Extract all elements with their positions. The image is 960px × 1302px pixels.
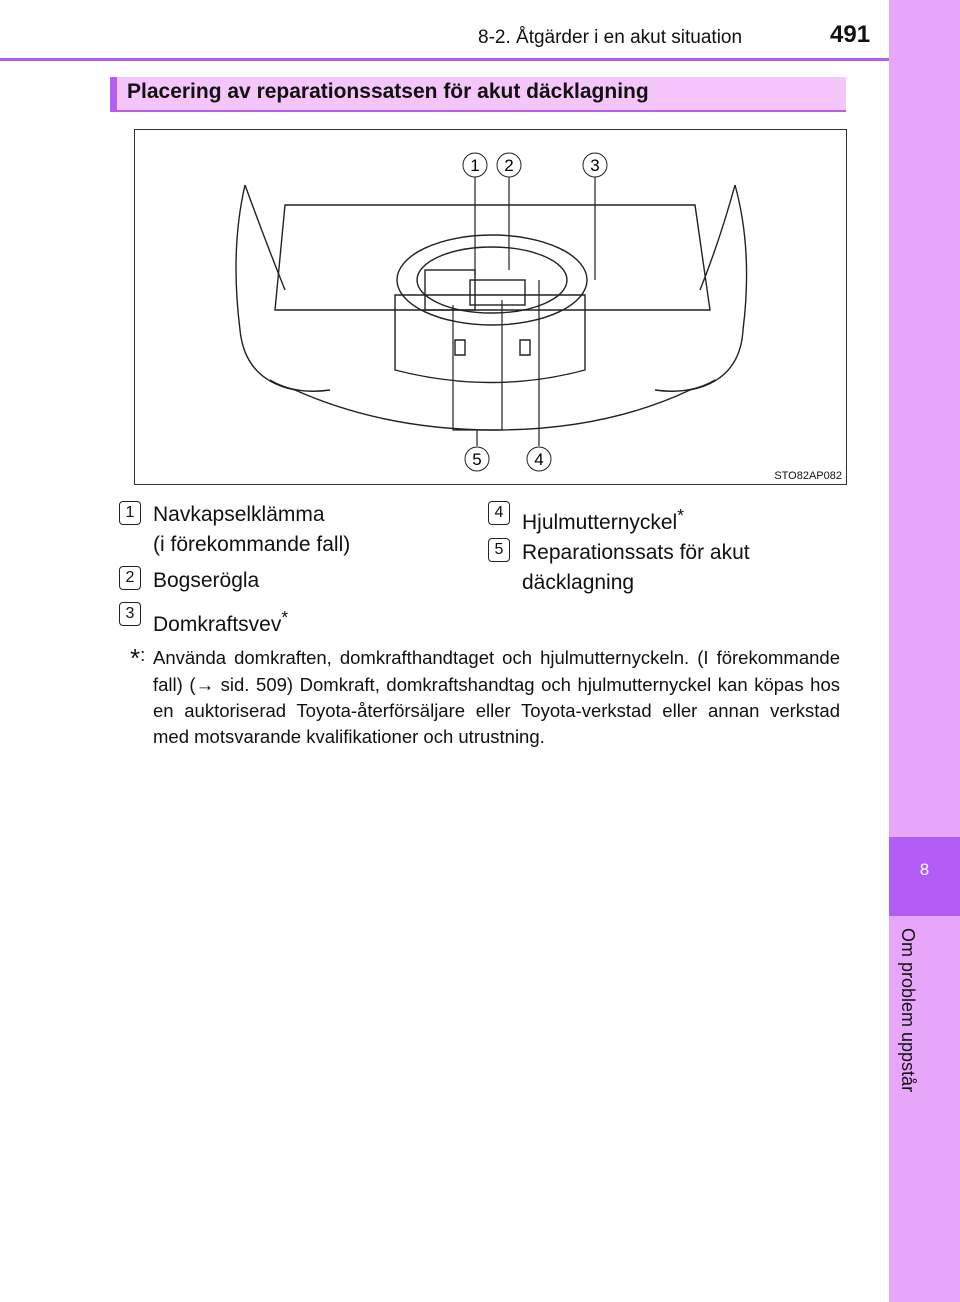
callout-labels [135,130,846,484]
list-item [153,566,259,596]
trunk-illustration [134,129,847,485]
footnote-colon: : [140,644,146,665]
chapter-tab[interactable]: 8 [889,837,960,916]
item-number: 2 [119,566,141,590]
item-number: 3 [119,602,141,626]
item-label: Domkraftsvev [153,613,282,636]
callout-5: 5 [472,450,482,469]
callout-3: 3 [590,156,600,175]
item-number: 5 [488,538,510,562]
asterisk: * [281,607,289,627]
list-item [522,500,684,538]
footnote-text: Använda domkraften, domkrafthandtaget och hjulmutternyckeln. (I förekommande fall) (→ sid. 509) Domkraft, domkraftshandtag och hjulmutternyckel kan köpas hos en auktoriserad Toyota-återförsäljare eller Toyota-verkstad eller annan verkstad med motsvarande kvalifikationer och utrustning. [153,647,840,748]
figure-code: STO82AP082 [774,470,842,482]
list-item [522,538,750,598]
callout-4: 4 [534,450,544,469]
item-label: Navkapselklämma [153,503,325,526]
asterisk: * [677,505,685,525]
side-index [889,0,960,1302]
section-title: 8-2. Åtgärder i en akut situation [478,27,743,48]
item-label: Reparationssats för akut [522,541,750,564]
heading-text: Placering av reparationssatsen för akut däcklagning [127,80,649,103]
section-heading [110,77,846,112]
footnote-asterisk: * [130,643,141,673]
footnote [130,642,840,750]
item-label: Bogserögla [153,569,260,592]
callout-1: 1 [470,156,480,175]
item-number: 4 [488,501,510,525]
header-divider [0,58,889,61]
page-number: 491 [830,21,871,48]
item-number: 1 [119,501,141,525]
list-item [153,602,288,640]
callout-2: 2 [504,156,514,175]
heading-accent [110,77,117,112]
item-label: Hjulmutternyckel [522,511,678,534]
list-item [153,500,350,560]
item-label-cont: däcklagning [522,571,635,594]
chapter-label: Om problem uppstår [898,928,918,1093]
item-label-note: (i förekommande fall) [153,533,351,556]
